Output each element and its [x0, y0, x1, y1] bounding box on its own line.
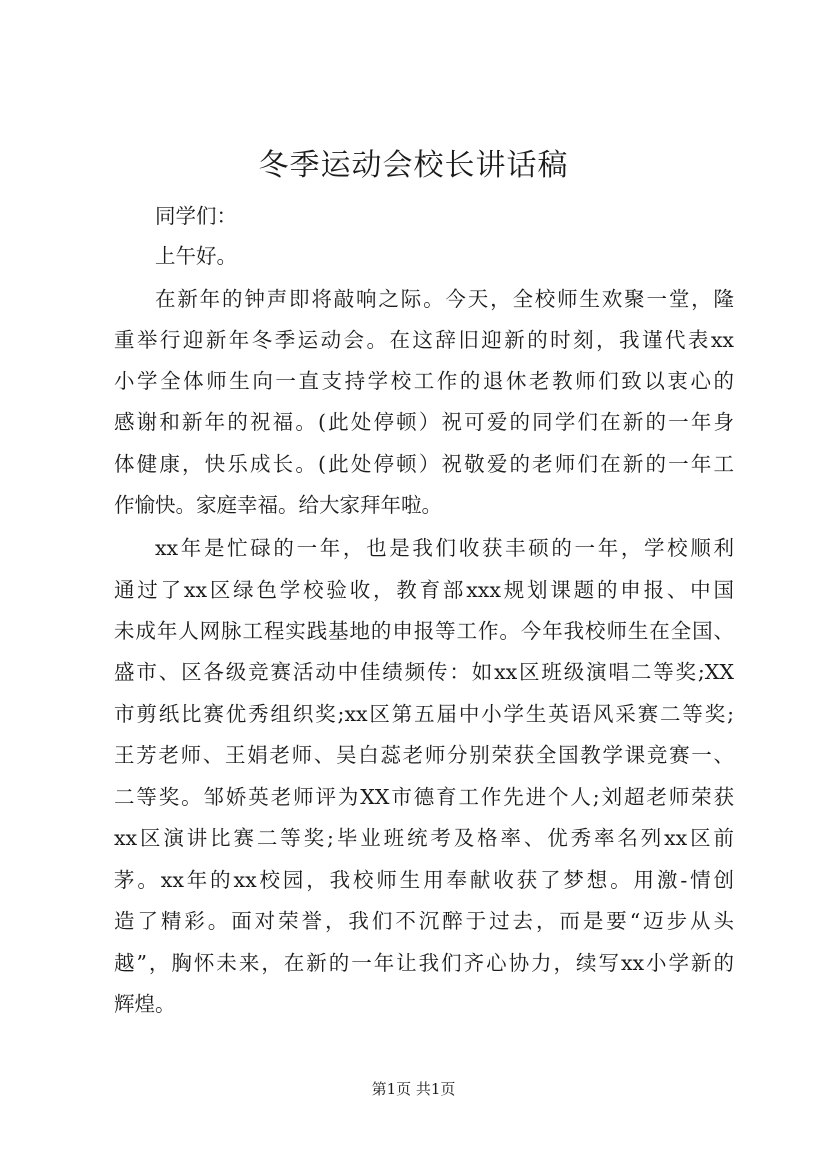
paragraph2-line: 越”，胸怀未来，在新的一年让我们齐心协力，续写xx小学新的: [114, 951, 734, 975]
salutation-line: 上午好。: [155, 244, 237, 268]
paragraph1-line: 作愉快。家庭幸福。给大家拜年啦。: [114, 493, 442, 517]
document-title: 冬季运动会校长讲话稿: [258, 148, 569, 183]
paragraph2-line: 通过了xx区绿色学校验收，教育部xxx规划课题的申报、中国: [114, 578, 734, 602]
paragraph2-line: 未成年人网脉工程实践基地的申报等工作。今年我校师生在全国、: [114, 619, 734, 643]
paragraph2-line: 王芳老师、王娟老师、吴白蕊老师分别荣获全国教学课竞赛一、: [114, 743, 734, 767]
paragraph2-line: 盛市、区各级竞赛活动中佳绩频传：如xx区班级演唱二等奖;XX: [114, 660, 734, 684]
paragraph1-line: 在新年的钟声即将敲响之际。今天，全校师生欢聚一堂，隆: [155, 287, 734, 311]
paragraph1-line: 重举行迎新年冬季运动会。在这辞旧迎新的时刻，我谨代表xx: [114, 328, 734, 352]
paragraph2-line: xx年是忙碌的一年，也是我们收获丰硕的一年，学校顺利: [155, 536, 734, 560]
page-number-footer: 第1页 共1页: [371, 1080, 456, 1098]
paragraph2-line: xx区演讲比赛二等奖;毕业班统考及格率、优秀率名列xx区前: [114, 826, 734, 850]
paragraph2-line: 市剪纸比赛优秀组织奖;xx区第五届中小学生英语风采赛二等奖;: [114, 702, 734, 726]
paragraph1-line: 体健康，快乐成长。(此处停顿）祝敬爱的老师们在新的一年工: [114, 452, 734, 476]
paragraph2-line: 二等奖。邹娇英老师评为XX市德育工作先进个人;刘超老师荣获: [114, 785, 734, 809]
paragraph2-line: 造了精彩。面对荣誉，我们不沉醉于过去，而是要“迈步从头: [114, 909, 734, 933]
greeting-line: 同学们：: [155, 204, 237, 228]
paragraph2-line: 茅。xx年的xx校园，我校师生用奉献收获了梦想。用激-情创: [114, 868, 734, 892]
paragraph1-line: 感谢和新年的祝福。(此处停顿）祝可爱的同学们在新的一年身: [114, 410, 734, 434]
paragraph2-line: 辉煌。: [114, 992, 176, 1016]
paragraph1-line: 小学全体师生向一直支持学校工作的退休老教师们致以衷心的: [114, 369, 734, 393]
